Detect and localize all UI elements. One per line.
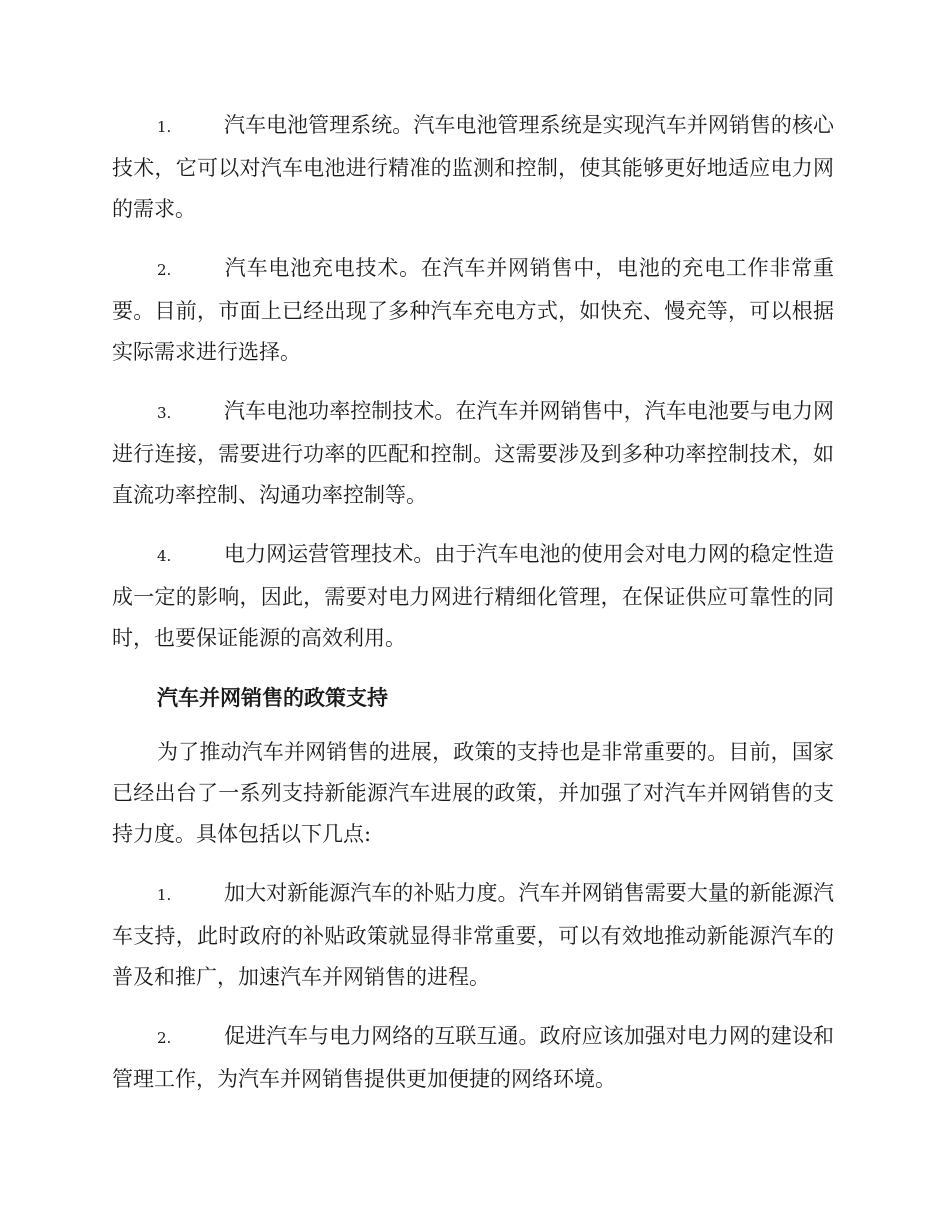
- list-item-text: 电力网运营管理技术。由于汽车电池的使用会对电力网的稳定性造成一定的影响，因此，需要对电力网进行精细化管理，在保证供应可靠性的同时，也要保证能源的高效利用。: [112, 542, 834, 650]
- list-item-number: 3.: [157, 404, 172, 422]
- section-heading: 汽车并网销售的政策支持: [157, 685, 388, 710]
- list-item: [112, 248, 834, 373]
- list-item-text: 汽车电池充电技术。在汽车并网销售中，电池的充电工作非常重要。目前，市面上已经出现了多种汽车充电方式，如快充、慢充等，可以根据实际需求进行选择。: [112, 256, 834, 364]
- list-item-number: 1.: [157, 118, 172, 136]
- list-item-number: 4.: [157, 547, 172, 565]
- list-item-text: 加大对新能源汽车的补贴力度。汽车并网销售需要大量的新能源汽车支持，此时政府的补贴政策就显得非常重要，可以有效地推动新能源汽车的普及和推广，加速汽车并网销售的进程。: [112, 881, 834, 989]
- intro-paragraph: 为了推动汽车并网销售的进展，政策的支持也是非常重要的。目前，国家已经出台了一系列支持新能源汽车进展的政策，并加强了对汽车并网销售的支持力度。具体包括以下几点:: [112, 740, 834, 846]
- document-page: [112, 105, 834, 1118]
- list-item: [112, 1016, 834, 1100]
- list-item-number: 1.: [157, 886, 172, 904]
- list-item: [112, 391, 834, 516]
- list-item-text: 汽车电池管理系统。汽车电池管理系统是实现汽车并网销售的核心技术，它可以对汽车电池进行精准的监测和控制，使其能够更好地适应电力网的需求。: [112, 113, 834, 221]
- list-item-number: 2.: [157, 261, 172, 279]
- list-item-text: 汽车电池功率控制技术。在汽车并网销售中，汽车电池要与电力网进行连接，需要进行功率的匹配和控制。这需要涉及到多种功率控制技术，如直流功率控制、沟通功率控制等。: [112, 399, 834, 507]
- list-item: [112, 534, 834, 659]
- list-item: [112, 873, 834, 998]
- list-item: [112, 105, 834, 230]
- list-item-text: 促进汽车与电力网络的互联互通。政府应该加强对电力网的建设和管理工作，为汽车并网销售提供更加便捷的网络环境。: [112, 1024, 834, 1091]
- list-item-number: 2.: [157, 1029, 172, 1047]
